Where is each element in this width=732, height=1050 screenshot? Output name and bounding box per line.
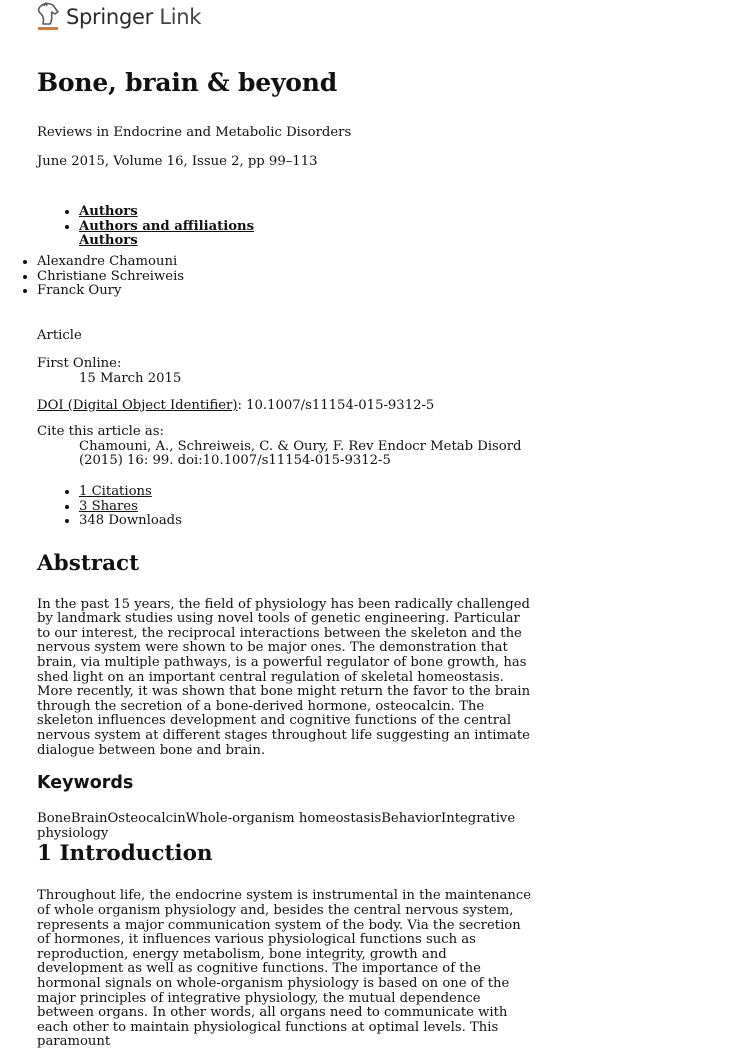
authors-heading[interactable]: Authors <box>79 233 138 249</box>
article-title: Bone, brain & beyond <box>37 68 338 97</box>
doi-value: : 10.1007/s11154-015-9312-5 <box>237 397 435 413</box>
brand-text <box>66 5 201 29</box>
tab-affiliations-link[interactable]: Authors and affiliations <box>79 218 255 234</box>
citations-link[interactable]: 1 Citations <box>79 483 152 499</box>
springer-link-logo[interactable] <box>36 2 201 32</box>
issue-info: June 2015, Volume 16, Issue 2, pp 99–113 <box>37 153 318 169</box>
introduction-text: Throughout life, the endocrine system is instrumental in the maintenance of whole organism physiology and, besides the central nervous system, represents a major communication system of the body. Via the secretion of hormones, it influences various physiological functions such as reproduction, energy metabolism, bone integrity, growth and development as well as cognitive functions. The importance of the hormonal signals on whole-organism physiology is based on one of the major principles of integrative physiology, the mutual dependence between organs. In other words, all organs need to communicate with each other to maintain physiological functions at optimal levels. This paramount <box>37 888 532 1050</box>
journal-name: Reviews in Endocrine and Metabolic Disorders <box>37 125 352 140</box>
horse-icon <box>36 2 60 32</box>
cite-text: Chamouni, A., Schreiweis, C. & Oury, F. Rev Endocr Metab Disord (2015) 16: 99. doi:10.1007/s11154-015-9312-5 <box>79 438 522 469</box>
author-item: • Alexandre Chamouni <box>37 255 537 270</box>
doi-line <box>37 399 537 414</box>
tab-authors-link[interactable]: Authors <box>79 204 138 220</box>
article-metrics <box>79 485 537 529</box>
keywords-list: BoneBrainOsteocalcinWhole-organism homeostasisBehaviorIntegrative physiology <box>37 811 516 841</box>
tab-affiliations <box>79 220 537 235</box>
doi-link[interactable]: DOI (Digital Object Identifier) <box>37 397 238 413</box>
cite-block <box>37 425 537 469</box>
metric-shares <box>79 500 537 515</box>
author-item: • Franck Oury <box>37 284 537 299</box>
brand-suffix: Link <box>159 5 202 29</box>
author-item: • Christiane Schreiweis <box>37 270 537 285</box>
metric-citations <box>79 485 537 500</box>
keywords-heading: Keywords <box>37 773 134 794</box>
article-type: Article <box>37 327 82 343</box>
article-content <box>37 68 537 1050</box>
first-online-label: First Online: <box>37 356 122 372</box>
abstract-text: In the past 15 years, the field of physiology has been radically challenged by landmark studies using novel tools of genetic engineering. Particular to our interest, the reciprocal interactions between the skeleton and the nervous system were shown to be major ones. The demonstration that brain, via multiple pathways, is a powerful regulator of bone growth, has shed light on an important central regulation of skeletal homeostasis. More recently, it was shown that bone might return the favor to the brain through the secretion of a bone-derived hormone, osteocalcin. The skeleton influences development and cognitive functions of the central nervous system at different stages throughout life suggesting an intimate dialogue between bone and brain. <box>37 596 531 758</box>
introduction-heading: 1 Introduction <box>37 841 213 867</box>
cite-label: Cite this article as: <box>37 424 164 440</box>
brand-name: Springer <box>66 5 153 29</box>
shares-link[interactable]: 3 Shares <box>79 498 138 514</box>
author-list <box>23 255 537 299</box>
metric-downloads: • 348 Downloads <box>79 514 537 529</box>
abstract-heading: Abstract <box>37 550 140 576</box>
tab-authors <box>79 205 537 220</box>
first-online-date: 15 March 2015 <box>79 370 182 386</box>
author-tabs <box>79 205 537 234</box>
first-online <box>37 357 537 386</box>
